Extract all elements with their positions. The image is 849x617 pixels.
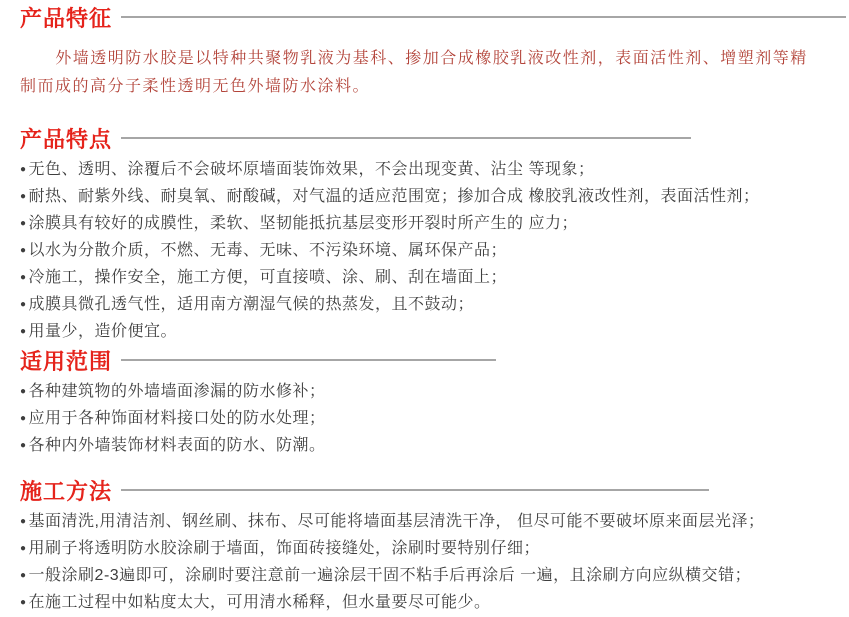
bullet-item: ● 各种建筑物的外墙墙面渗漏的防水修补； <box>20 379 839 406</box>
section-title-product-features: 产品特征 <box>20 6 113 31</box>
section-title-applicable-scope: 适用范围 <box>20 349 113 374</box>
bullet-list <box>20 509 839 617</box>
bullet-item: ● 应用于各种饰面材料接口处的防水处理； <box>20 406 839 433</box>
divider-line <box>121 489 709 491</box>
bullet-item: ● 基面清洗,用清洁剂、钢丝刷、抹布、尽可能将墙面基层清洗干净， 但尽可能不要破坏原来面层光泽； <box>20 509 839 536</box>
bullet-item: ● 在施工过程中如粘度太大，可用清水稀释，但水量要尽可能少。 <box>20 590 839 617</box>
section-product-characteristics <box>0 127 849 346</box>
intro-paragraph: 外墙透明防水胶是以特种共聚物乳液为基科、掺加合成橡胶乳液改性剂，表面活性剂、增塑剂等精制而成的高分子柔性透明无色外墙防水涂料。 <box>20 48 808 95</box>
bullet-item: ● 用刷子将透明防水胶涂刷于墙面，饰面砖接缝处，涂刷时要特别仔细； <box>20 536 839 563</box>
section-header <box>20 6 849 32</box>
section-header <box>20 127 849 153</box>
bullet-list <box>20 157 839 346</box>
bullet-item: ● 无色、透明、涂覆后不会破坏原墙面装饰效果，不会出现变黄、沾尘 等现象； <box>20 157 839 184</box>
section-product-features <box>0 0 849 100</box>
bullet-item: ● 以水为分散介质，不燃、无毒、无味、不污染环境、属环保产品； <box>20 238 839 265</box>
bullet-item: ● 成膜具微孔透气性，适用南方潮湿气候的热蒸发，且不鼓动； <box>20 292 839 319</box>
section-applicable-scope <box>0 349 849 460</box>
divider-line <box>121 137 691 139</box>
divider-line <box>121 359 496 361</box>
bullet-list <box>20 379 839 460</box>
section-header <box>20 349 849 375</box>
section-header <box>20 479 849 505</box>
bullet-item: ● 耐热、耐紫外线、耐臭氧、耐酸碱，对气温的适应范围宽；掺加合成 橡胶乳液改性剂，表面活性剂； <box>20 184 839 211</box>
section-title-product-characteristics: 产品特点 <box>20 127 113 152</box>
bullet-item: ● 涂膜具有较好的成膜性，柔软、坚韧能抵抗基层变形开裂时所产生的 应力； <box>20 211 839 238</box>
bullet-item: ● 各种内外墙装饰材料表面的防水、防潮。 <box>20 433 839 460</box>
bullet-item: ● 冷施工，操作安全，施工方便，可直接喷、涂、刷、刮在墙面上； <box>20 265 839 292</box>
section-construction-method <box>0 479 849 617</box>
divider-line <box>121 16 846 18</box>
section-title-construction-method: 施工方法 <box>20 479 113 504</box>
bullet-item: ● 一般涂刷2-3遍即可，涂刷时要注意前一遍涂层干固不粘手后再涂后 一遍，且涂刷方向应纵横交错； <box>20 563 839 590</box>
bullet-item: ● 用量少，造价便宜。 <box>20 319 839 346</box>
